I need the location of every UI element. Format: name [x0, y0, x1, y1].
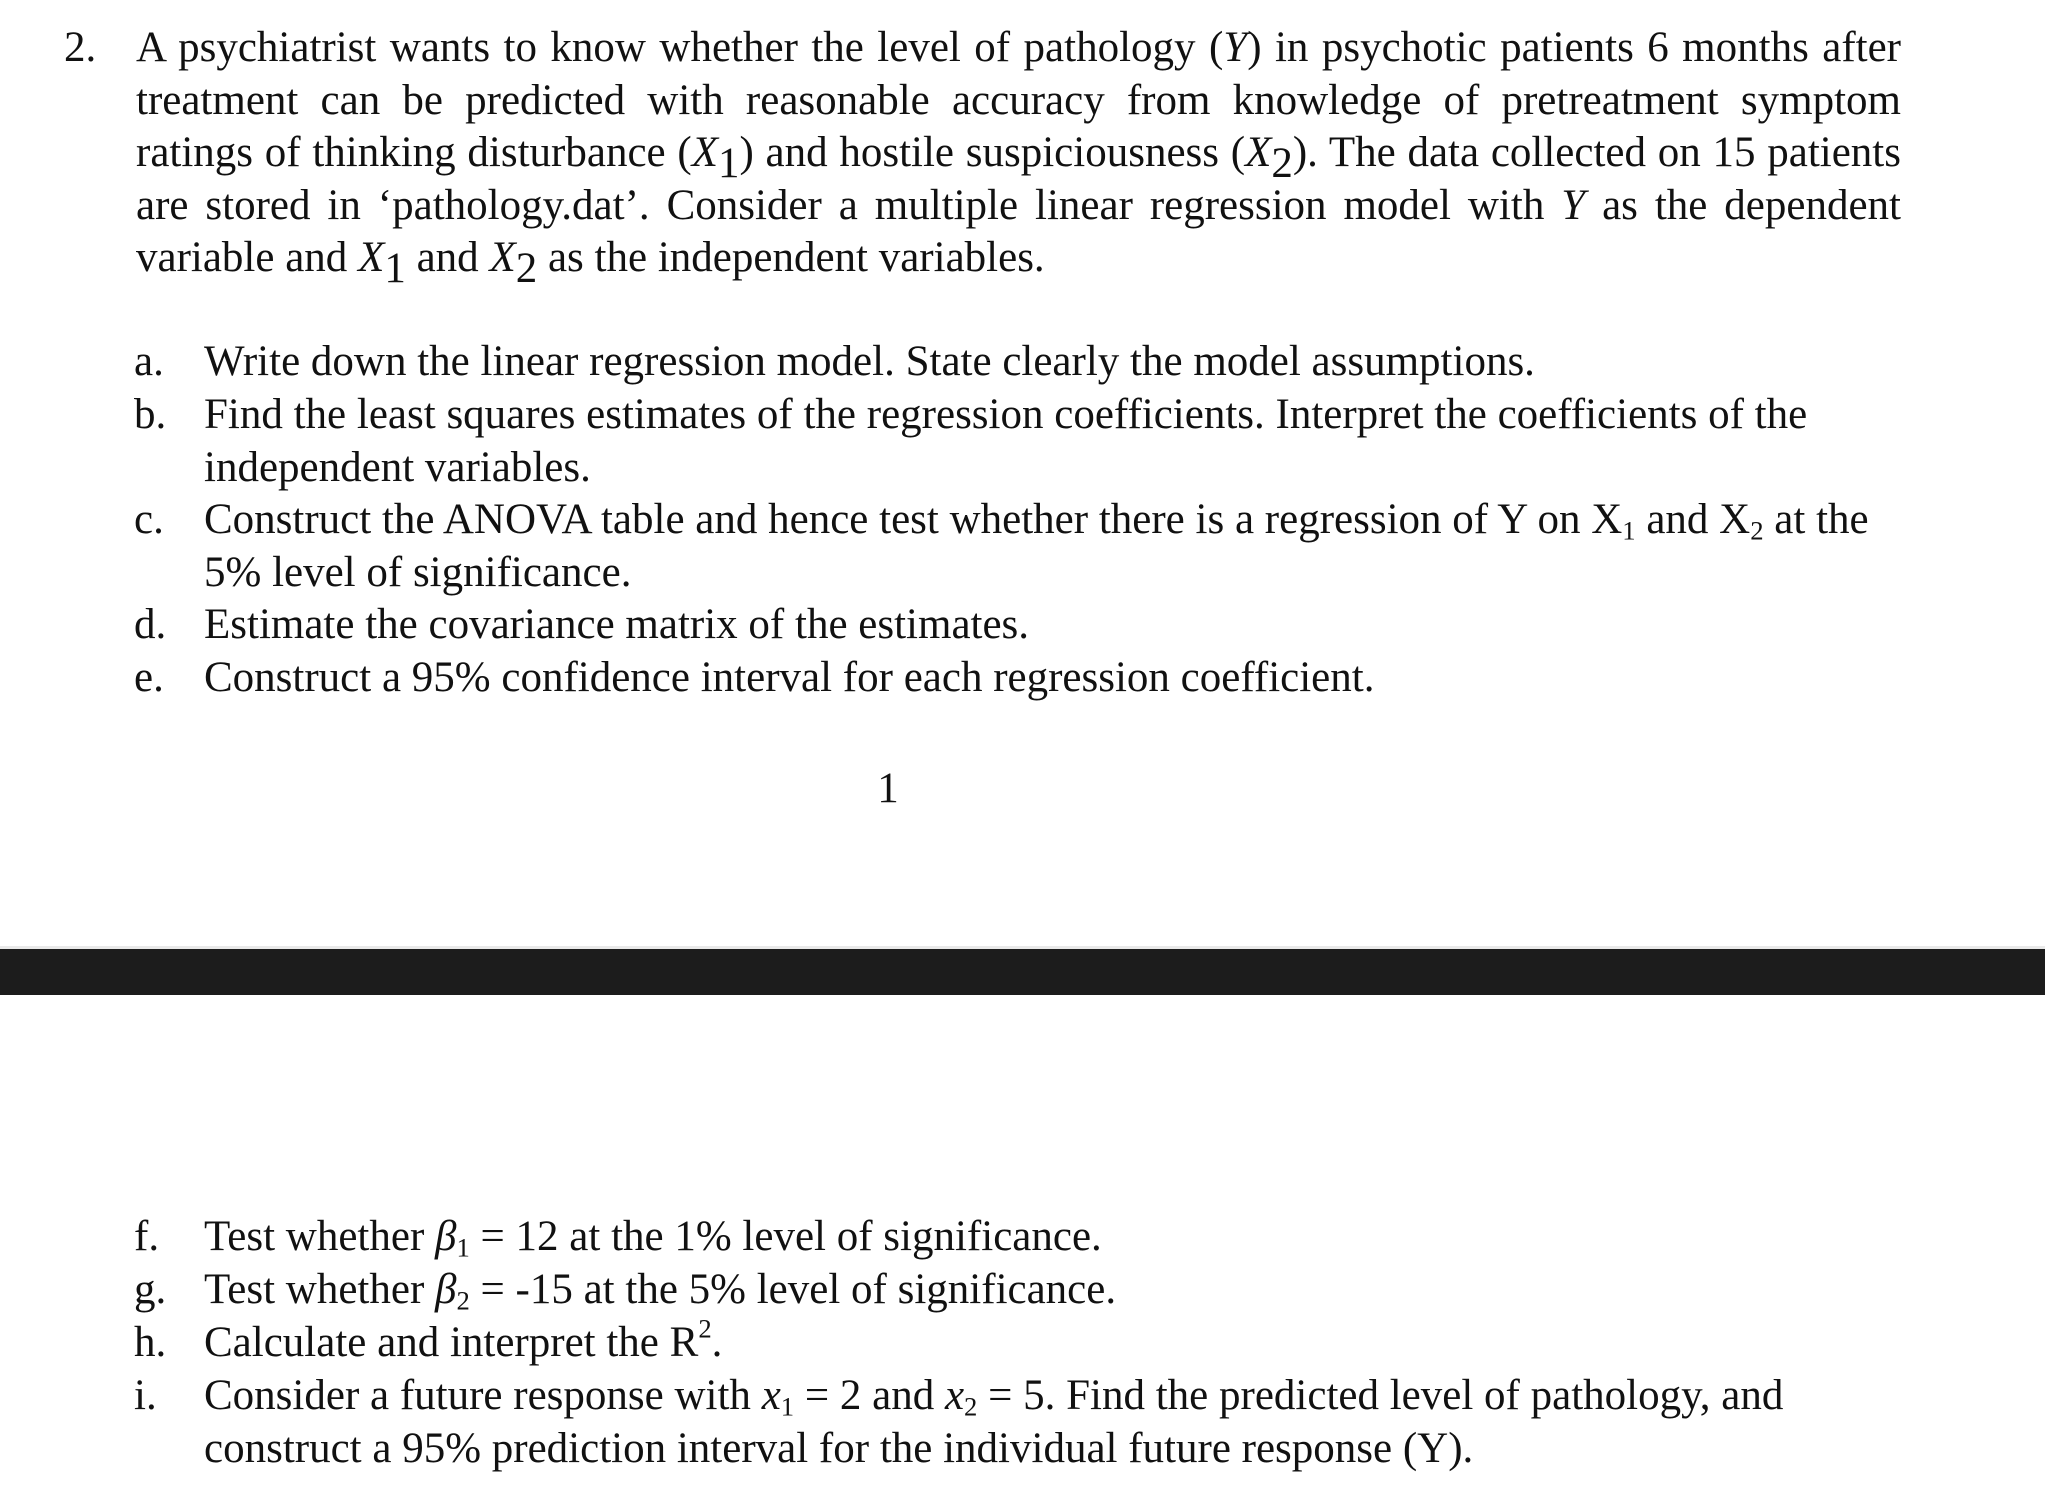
page-divider: [0, 946, 2045, 995]
part-d: d. Estimate the covariance matrix of the estimates.: [134, 601, 1030, 648]
part-i: i. Consider a future response with $x_1 = 2$ and $x_2 = 5$. Find the predicted level of pathology, and construct a 95% prediction interval for the individual future response (Y).: [134, 1372, 1784, 1472]
question-stem: A psychiatrist wants to know whether the level of pathology (Y) in psychotic patients 6 months after treatment can be predicted with reasonable accuracy from knowledge of pretreatment symptom ratings of thinking disturbance (X1) and hostile suspiciousness (X2). The data collected on 15 patients are stored in ‘pathology.dat’. Consider a multiple linear regression model with Y as the dependent variable and X1 and X2 as the independent variables.: [136, 24, 1901, 292]
part-b: b. Find the least squares estimates of the regression coefficients. Interpret the coefficients of the independent variables.: [134, 391, 1808, 491]
part-h: h. Calculate and interpret the $R^2$.: [134, 1313, 723, 1366]
page-2: [0, 995, 2045, 1496]
part-a: a. Write down the linear regression model. State clearly the model assumptions.: [134, 338, 1535, 385]
part-c: c. Construct the ANOVA table and hence test whether there is a regression of Y on $X_1$ and $X_2$ at the 5% level of significance.: [134, 496, 1869, 596]
part-g: g. Test whether $\beta_2 = -15$ at the 5% level of significance.: [134, 1266, 1117, 1316]
question-number: 2.: [64, 24, 97, 71]
part-f: f. Test whether $\beta_1 = 12$ at the 1% level of significance.: [134, 1213, 1102, 1263]
page-number: 1: [877, 765, 899, 812]
part-e: e. Construct a 95% confidence interval for each regression coefficient.: [134, 654, 1375, 701]
